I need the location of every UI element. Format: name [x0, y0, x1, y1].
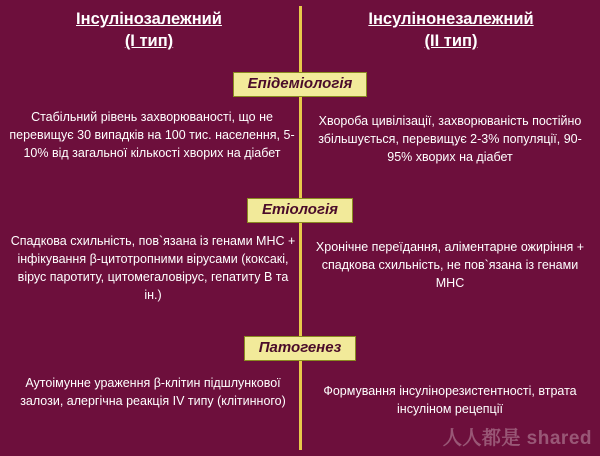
- etiology-text-type-2: Хронічне переїдання, аліментарне ожиріння + спадкова схильність, не пов`язана із генами МНС: [315, 240, 585, 291]
- column-title-left-line2: (I тип): [124, 32, 174, 51]
- watermark: 人人都是 shared: [442, 428, 592, 449]
- epidemiology-text-type-1: Стабільний рівень захворюваності, що не перевищує 30 випадків на 100 тис. населення, 5-10% від загальної кількості хворих на діабет: [9, 110, 295, 161]
- column-title-left: [8, 0, 290, 53]
- section-band-pathogenesis-label: Патогенез: [244, 336, 356, 361]
- column-title-left-line1: Інсулінозалежний: [76, 10, 222, 28]
- section-band-etiology-label: Етіологія: [247, 198, 353, 223]
- epidemiology-text-type-2: Хвороба цивілізації, захворюваність постійно збільшується, перевищує 2-3% популяції, 90-95% хворих на діабет: [318, 114, 582, 165]
- pathogenesis-text-type-2: Формування інсулінорезистентності, втрата інсуліном рецепції: [323, 384, 577, 417]
- pathogenesis-text-type-1: Аутоімунне ураження β-клітин підшлункової залози, алергічна реакція IV типу (клітинного): [20, 376, 286, 409]
- column-title-right: [310, 0, 592, 53]
- column-title-right-line1: Інсулінонезалежний: [368, 10, 534, 28]
- section-band-epidemiology-label: Епідеміологія: [233, 72, 368, 97]
- column-title-right-line2: (II тип): [424, 32, 478, 51]
- etiology-text-type-1: Спадкова схильність, пов`язана із генами МНС + інфікування β-цитотропними вірусами (коксакі, вірус паротиту, цитомегаловірус, гепатиту В та ін.): [10, 234, 296, 303]
